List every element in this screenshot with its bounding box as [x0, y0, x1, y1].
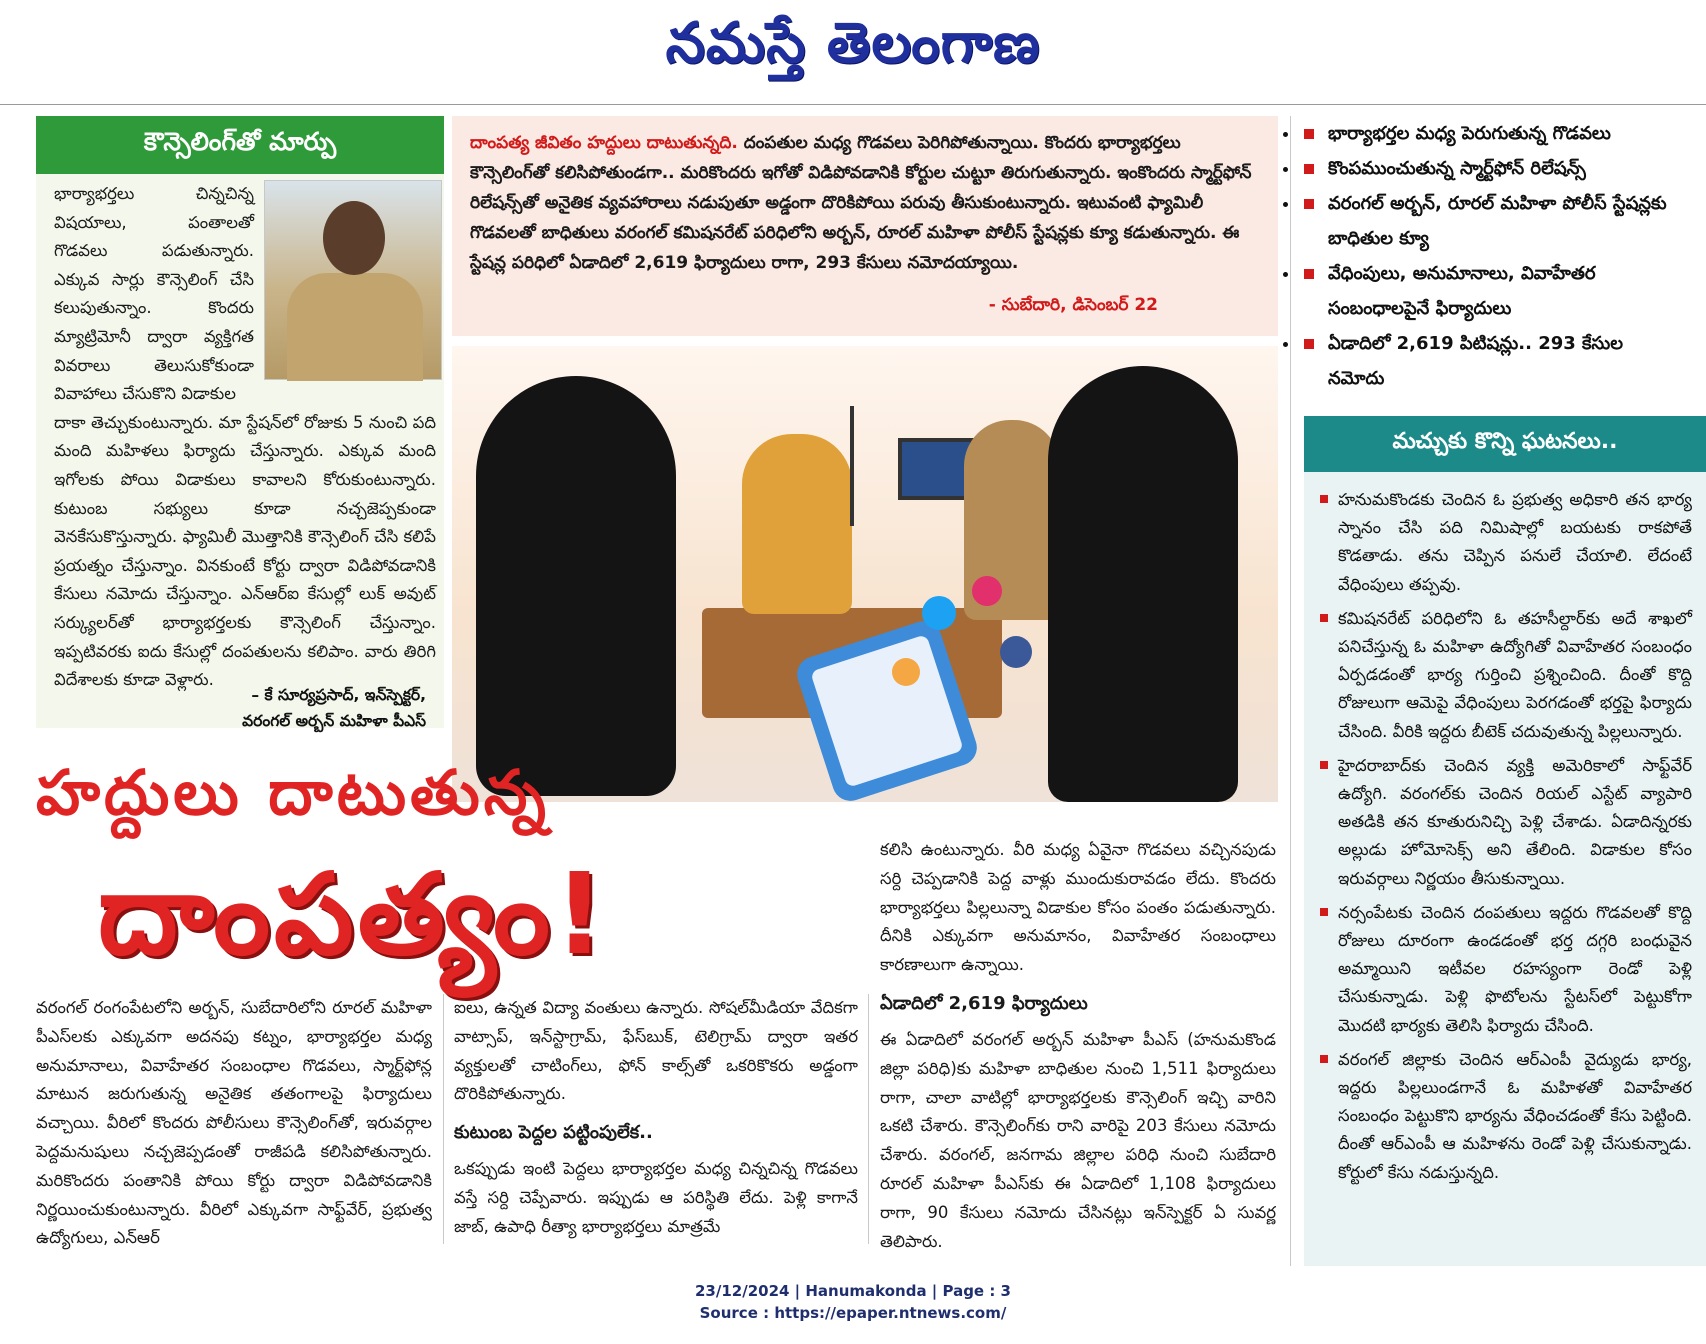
subhead-complaints: ఏడాదిలో 2,619 ఫిర్యాదులు	[880, 992, 1088, 1014]
counselling-signature	[242, 682, 426, 734]
article-column-1: వరంగల్ రంగంపేటలోని అర్బన్, సుబేదారిలోని రూరల్ మహిళా పీఎస్‌లకు ఎక్కువగా అదనపు కట్నం, భార్యాభర్తల మధ్య అనుమానాలు, వివాహేతర సంబంధాల గొడవలు, స్మార్ట్‌ఫోన్ల మాటున జరుగుతున్న అనైతిక తతంగాలపై ఫిర్యాదులు వచ్చాయి. వీరిలో కొందరు పోలీసులు కౌన్సెలింగ్‌తో, ఇరువర్గాల పెద్దమనుషులు నచ్చజెప్పడంతో రాజీపడి కలిసిపోతున్నారు. మరికొందరు పంతానికి పోయి కోర్టు ద్వారా విడిపోవడానికి నిర్ణయించుకుంటున్నారు. వీరిలో ఎక్కువగా సాఫ్ట్‌వేర్, ప్రభుత్వ ఉద్యోగులు, ఎన్ఆర్	[36, 998, 432, 1248]
newspaper-logo: నమస్తే తెలంగాణ	[665, 10, 1041, 76]
highlight-text: వేధింపులు, అనుమానాలు, వివాహేతర సంబంధాలపైనే ఫిర్యాదులు	[1328, 263, 1596, 319]
monitor-graphic	[898, 438, 974, 500]
bullet-icon	[1320, 614, 1328, 622]
masthead	[0, 0, 1706, 100]
bullet-icon	[1320, 761, 1328, 769]
phone-screen	[810, 634, 964, 788]
incident-item	[1304, 486, 1706, 599]
signature-station: వరంగల్ అర్బన్ మహిళా పీఎస్	[242, 712, 426, 730]
intro-dateline: - సుబేదారి, డిసెంబర్ 22	[988, 295, 1158, 315]
intro-lead: దాంపత్య జీవితం హద్దులు దాటుతున్నది.	[470, 133, 738, 153]
highlight-text: ఏడాదిలో 2,619 పిటిషన్లు.. 293 కేసుల నమోదు	[1328, 333, 1624, 389]
article-col2-para-2: ఒకప్పుడు ఇంటి పెద్దలు భార్యాభర్తల మధ్య చిన్నచిన్న గొడవలు వస్తే సర్ది చెప్పేవారు. ఇప్పుడు ఆ పరిస్థితి లేదు. పెళ్లి కాగానే జాబ్, ఉపాధి రీత్యా భార్యాభర్తలు మాత్రమే	[454, 1159, 858, 1236]
edition-info: 23/12/2024 | Hanumakonda | Page : 3	[694, 1282, 1011, 1300]
incident-item	[1304, 752, 1706, 893]
incidents-list	[1304, 472, 1706, 1187]
complainant-figure	[742, 434, 852, 614]
headline-line-1: హద్దులు దాటుతున్న	[36, 756, 550, 829]
page-footer	[0, 1280, 1706, 1324]
highlight-item	[1300, 186, 1682, 256]
incident-text: హైదరాబాద్‌కు చెందిన వ్యక్తి అమెరికాలో సాఫ్ట్‌వేర్ ఉద్యోగి. వరంగల్‌కు చెందిన రియల్ ఎస్టేట్ వ్యాపారి అతడికి తన కూతురునిచ్చి పెళ్లి చేశాడు. ఏడాదిన్నరకు అల్లుడు హోమోసెక్స్ అని తేలింది. విడాకుల కోసం ఇరువర్గాలు నిర్ణయం తీసుకున్నాయి.	[1338, 755, 1692, 888]
counselling-heading: కౌన్సెలింగ్‌తో మార్పు	[36, 116, 444, 174]
incident-item	[1304, 605, 1706, 746]
social-icon	[972, 576, 1002, 606]
counselling-box	[36, 116, 444, 728]
article-col3-para-2: ఈ ఏడాదిలో వరంగల్ అర్బన్ మహిళా పీఎస్ (హనుమకొండ జిల్లా పరిధి)కు మహిళా బాధితుల నుంచి 1,511 ఫిర్యాదులు రాగా, చాలా వాటిల్లో భార్యాభర్తలకు కౌన్సెలింగ్ ఇచ్చి వారిని ఒకటి చేశారు. కౌన్సెలింగ్‌కు రాని వారిపై 203 కేసులు నమోదు చేశారు. వరంగల్, జనగామ జిల్లాల పరిధి నుంచి సుబేదారి రూరల్ మహిళా పీఎస్‌కు ఈ ఏడాదిలో 1,108 ఫిర్యాదులు రాగా, 90 కేసులు నమోదు చేసినట్లు ఇన్‌స్పెక్టర్ ఏ సువర్ణ తెలిపారు.	[880, 1029, 1276, 1251]
masthead-divider	[0, 104, 1706, 105]
counselling-text	[54, 180, 436, 695]
feature-illustration	[452, 346, 1278, 802]
incident-text: కమిషనరేట్ పరిధిలోని ఓ తహసీల్దార్‌కు అదే శాఖలో పనిచేస్తున్న ఓ మహిళా ఉద్యోగితో వివాహేతర సంబంధం ఏర్పడడంతో భార్య గుర్తించి ప్రశ్నించింది. దీంతో కొద్ది రోజులుగా ఆమెపై వేధింపులు పెరగడంతో భర్తపై ఫిర్యాదు చేసింది. వీరికి ఇద్దరు బీటెక్ చదువుతున్న పిల్లలున్నారు.	[1338, 608, 1692, 741]
incidents-heading: మచ్చుకు కొన్ని ఘటనలు..	[1304, 416, 1706, 472]
bullet-icon	[1304, 164, 1314, 174]
incident-text: నర్సంపేటకు చెందిన దంపతులు ఇద్దరు గొడవలతో కొద్ది రోజులు దూరంగా ఉండడంతో భర్త దగ్గరి బంధువైన అమ్మాయిని ఇటీవల రహస్యంగా రెండో పెళ్లి చేసుకున్నాడు. పెళ్లి ఫొటోలను స్టేటస్‌లో పెట్టుకోగా మొదటి భార్యకు తెలిసి ఫిర్యాదు చేసింది.	[1338, 902, 1692, 1035]
incident-text: వరంగల్ జిల్లాకు చెందిన ఆర్ఎంపీ వైద్యుడు భార్య, ఇద్దరు పిల్లలుండగానే ఓ మహిళతో వివాహేతర సంబంధం పెట్టుకొని భార్యను వేధించడంతో కేసు పెట్టింది. దీంతో ఆర్ఎంపీ ఆ మహిళను రెండో పెళ్లి చేసుకున్నాడు. కోర్టులో కేసు నడుస్తున్నది.	[1338, 1049, 1692, 1182]
bullet-icon	[1320, 495, 1328, 503]
intro-box	[452, 116, 1278, 336]
article-col3-para: కలిసి ఉంటున్నారు. వీరి మధ్య ఏవైనా గొడవలు వచ్చినపుడు సర్ది చెప్పడానికి పెద్ద వాళ్లు ముందుకురావడం లేదు. కొందరు భార్యాభర్తలు పిల్లలున్నా విడాకుల కోసం పంతం పడుతున్నారు. దీనికి ఎక్కువగా అనుమానం, వివాహేతర సంబంధాలు కారణాలుగా ఉన్నాయి.	[880, 840, 1276, 975]
highlight-item	[1300, 151, 1682, 186]
highlights-list	[1300, 116, 1682, 396]
bullet-icon	[1304, 269, 1314, 279]
column-divider	[868, 994, 869, 1244]
column-divider	[443, 994, 444, 1244]
bullet-icon	[1320, 908, 1328, 916]
highlight-text: కొంపముంచుతున్న స్మార్ట్‌ఫోన్ రిలేషన్స్	[1328, 158, 1586, 179]
woman-silhouette	[1048, 366, 1238, 802]
highlight-text: వరంగల్ అర్బన్, రూరల్ మహిళా పోలీస్ స్టేషన్లకు బాధితుల క్యూ	[1328, 193, 1667, 249]
bullet-icon	[1304, 129, 1314, 139]
subhead-elders: కుటుంబ పెద్దల పట్టింపులేక..	[454, 1122, 653, 1144]
incident-item	[1304, 899, 1706, 1040]
highlight-item	[1300, 326, 1682, 396]
bullet-icon	[1304, 339, 1314, 349]
bullet-icon	[1304, 199, 1314, 209]
counselling-text-top: భార్యాభర్తలు చిన్నచిన్న విషయాలు, పంతాలతో గొడవలు పడుతున్నారు. ఎక్కువ సార్లు కౌన్సెలింగ్ చేసి కలుపుతున్నాం. కొందరు మ్యాట్రిమోనీ ద్వారా వ్యక్తిగత వివరాలు తెలుసుకోకుండా వివాహాలు చేసుకొని విడాకుల	[54, 184, 254, 404]
headline-line-2: దాంపత్యం!	[98, 850, 609, 980]
message-icon	[892, 658, 920, 686]
column-divider	[1290, 116, 1291, 1266]
source-link[interactable]: Source : https://epaper.ntnews.com/	[699, 1304, 1007, 1322]
counselling-text-bottom: దాకా తెచ్చుకుంటున్నారు. మా స్టేషన్‌లో రోజుకు 5 నుంచి పది మంది మహిళలు ఫిర్యాదు చేస్తున్నారు. ఎక్కువ మంది ఇగోలకు పోయి విడాకులు కావాలని కోరుకుంటున్నారు. కుటుంబ సభ్యులు కూడా నచ్చజెప్పకుండా వెనకేసుకొస్తున్నారు. ఫ్యామిలీ మొత్తానికి కౌన్సెలింగ్ చేసి కలిపే ప్రయత్నం చేస్తున్నాం. వినకుంటే కోర్టు ద్వారా విడిపోవడానికి కేసులు నమోదు చేస్తున్నాం. ఎన్ఆర్ఐ కేసుల్లో లుక్ అవుట్ సర్క్యులర్‌తో భార్యాభర్తలకు కౌన్సెలింగ్ చేస్తున్నాం. ఇప్పటివరకు ఐదు కేసుల్లో దంపతులను కలిపాం. వారు తిరిగి విదేశాలకు కూడా వెళ్లారు.	[54, 412, 436, 690]
article-column-3	[880, 836, 1276, 1256]
article-col2-para: ఐలు, ఉన్నత విద్యా వంతులు ఉన్నారు. సోషల్‌మీడియా వేదికగా వాట్సాప్, ఇన్‌స్టాగ్రామ్, ఫేస్‌బుక్, టెలిగ్రామ్ ద్వారా ఇతర వ్యక్తులతో చాటింగ్‌లు, ఫోన్ కాల్స్‌తో ఒకరికొకరు అడ్డంగా దొరికిపోతున్నారు.	[454, 998, 858, 1104]
incident-text: హనుమకొండకు చెందిన ఓ ప్రభుత్వ అధికారి తన భార్య స్నానం చేసి పది నిమిషాల్లో బయటకు రాకపోతే కొడతాడు. తను చెప్పిన పనులే చేయాలి. లేదంటే వేధింపులు తప్పవు.	[1338, 490, 1692, 594]
intro-text: దంపతుల మధ్య గొడవలు పెరిగిపోతున్నాయి. కొందరు భార్యాభర్తలు కౌన్సెలింగ్‌తో కలిసిపోతుండగా.. మరికొందరు ఇగోతో విడిపోవడానికి కోర్టుల చుట్టూ తిరుగుతున్నారు. ఇంకొందరు స్మార్ట్‌ఫోన్ రిలేషన్స్‌తో అనైతిక వ్యవహారాలు నడుపుతూ అడ్డంగా దొరికిపోయి పరువు తీసుకుంటున్నారు. ఇటువంటి ఫ్యామిలీ గొడవలతో బాధితులు వరంగల్ కమిషనరేట్ పరిధిలోని అర్బన్, రూరల్ మహిళా పోలీస్ స్టేషన్లకు క్యూ కడుతున్నారు. ఈ స్టేషన్ల పరిధిలో ఏడాదిలో 2,619 ఫిర్యాదులు రాగా, 293 కేసులు నమోదయ్యాయి.	[470, 133, 1252, 273]
facebook-icon	[1000, 636, 1032, 668]
highlight-item	[1300, 256, 1682, 326]
incidents-box	[1304, 416, 1706, 1266]
article-column-2	[454, 994, 858, 1242]
highlight-text: భార్యాభర్తల మధ్య పెరుగుతున్న గొడవలు	[1328, 123, 1611, 144]
incident-item	[1304, 1046, 1706, 1187]
lamp-graphic	[850, 406, 886, 526]
bullet-icon	[1320, 1055, 1328, 1063]
signature-name: – కే సూర్యప్రసాద్, ఇన్‌స్పెక్టర్,	[251, 686, 426, 704]
highlight-item	[1300, 116, 1682, 151]
twitter-icon	[922, 596, 956, 630]
man-silhouette	[476, 376, 676, 796]
